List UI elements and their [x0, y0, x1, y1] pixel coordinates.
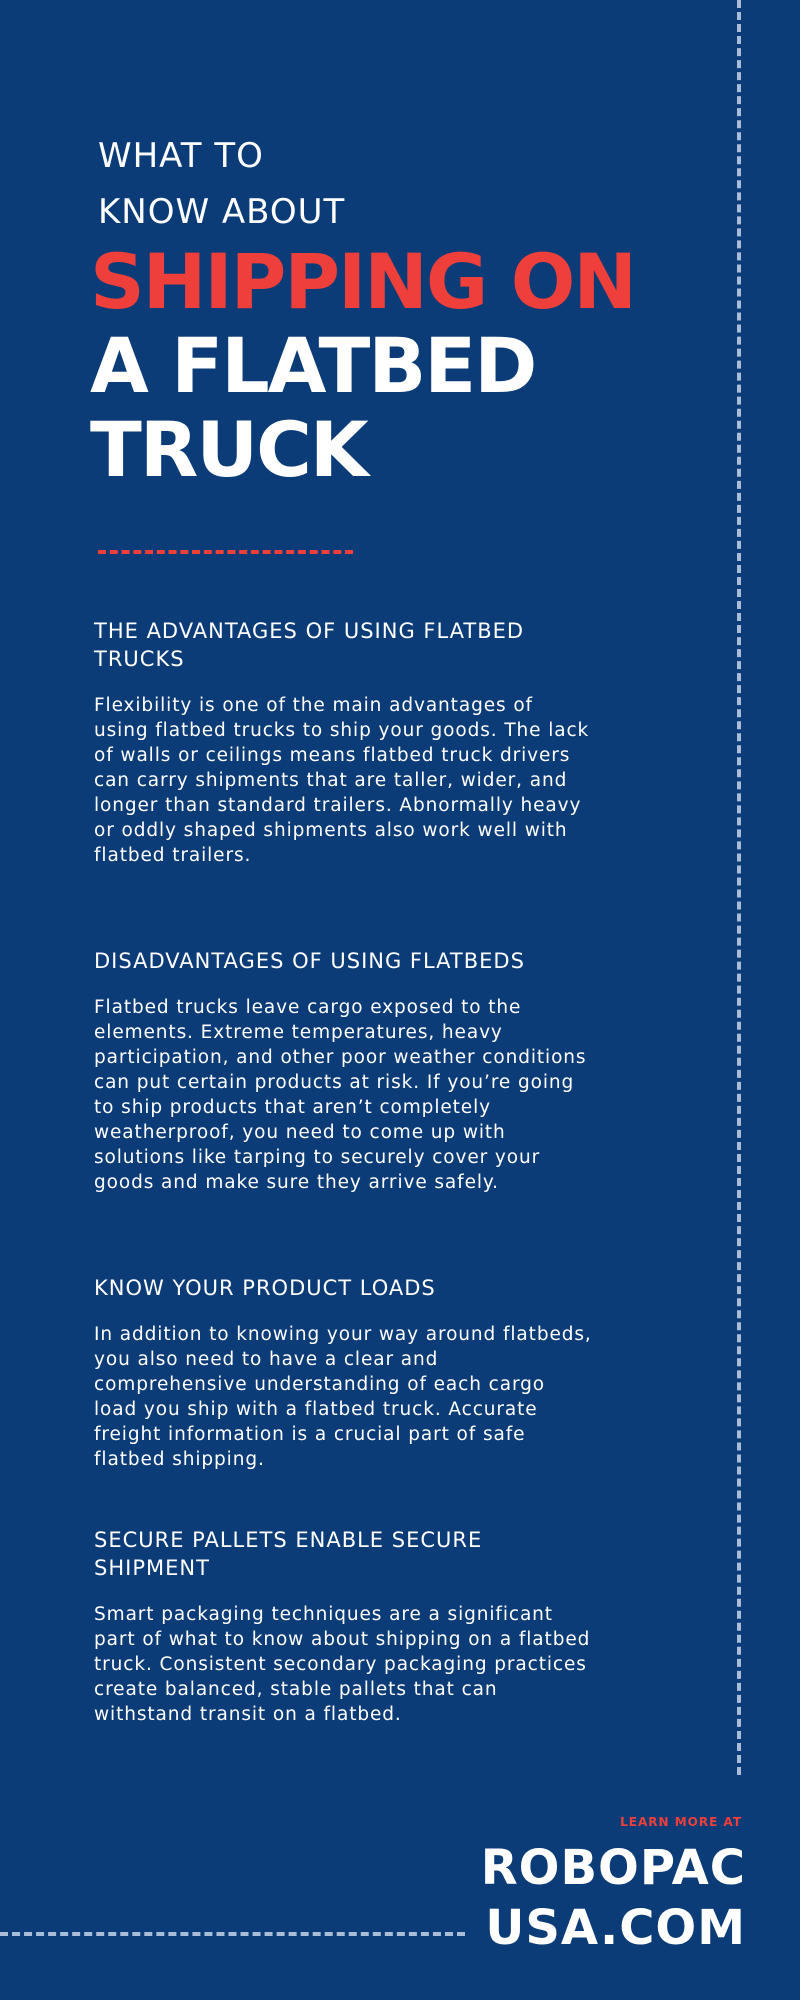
section-advantages [94, 617, 594, 868]
horizontal-dashed-border [0, 1932, 465, 1936]
section-title: KNOW YOUR PRODUCT LOADS [94, 1276, 436, 1300]
section-body: In addition to knowing your way around flatbeds, you also need to have a clear and comprehensive understanding of each cargo load you ship with a flatbed truck. Accurate freight information is a crucial part of safe flatbed shipping. [94, 1324, 592, 1470]
section-title: THE ADVANTAGES OF USING FLATBED TRUCKS [94, 619, 525, 671]
learn-more-label: LEARN MORE AT [620, 1815, 742, 1829]
kicker-line-2: KNOW ABOUT [98, 192, 346, 232]
section-body: Flexibility is one of the main advantages of using flatbed trucks to ship your goods. The lack of walls or ceilings means flatbed truck drivers can carry shipments that are taller, wider, and longer than standard trailers. Abnormally heavy or oddly shaped shipments also work well with flatbed trailers. [94, 695, 590, 866]
headline-line-1: SHIPPING ON [90, 237, 635, 326]
kicker-line-1: WHAT TO [98, 136, 264, 176]
section-body: Flatbed trucks leave cargo exposed to the elements. Extreme temperatures, heavy participation, and other poor weather conditions can put certain products at risk. If you’re going to ship products that aren’t completely weatherproof, you need to come up with solutions like tarping to securely cover your goods and make sure they arrive safely. [94, 997, 587, 1193]
vertical-dashed-border [737, 0, 741, 1775]
section-disadvantages [94, 947, 594, 1195]
section-product-loads [94, 1274, 594, 1472]
title-kicker [98, 128, 498, 240]
brand-line-2: USA.COM [485, 1900, 746, 1956]
headline-line-3: TRUCK [90, 405, 367, 494]
section-title: DISADVANTAGES OF USING FLATBEDS [94, 949, 525, 973]
section-secure-pallets [94, 1526, 594, 1727]
headline-line-2: A FLATBED [90, 321, 536, 410]
section-title: SECURE PALLETS ENABLE SECURE SHIPMENT [94, 1528, 483, 1580]
section-body: Smart packaging techniques are a significant part of what to know about shipping on a flatbed truck. Consistent secondary packaging practices create balanced, stable pallets that can withstand transit on a flatbed. [94, 1604, 591, 1725]
brand-logo-text [446, 1838, 746, 1958]
page-title [90, 237, 650, 494]
brand-line-1: ROBOPAC [480, 1840, 746, 1896]
title-divider [98, 550, 353, 554]
